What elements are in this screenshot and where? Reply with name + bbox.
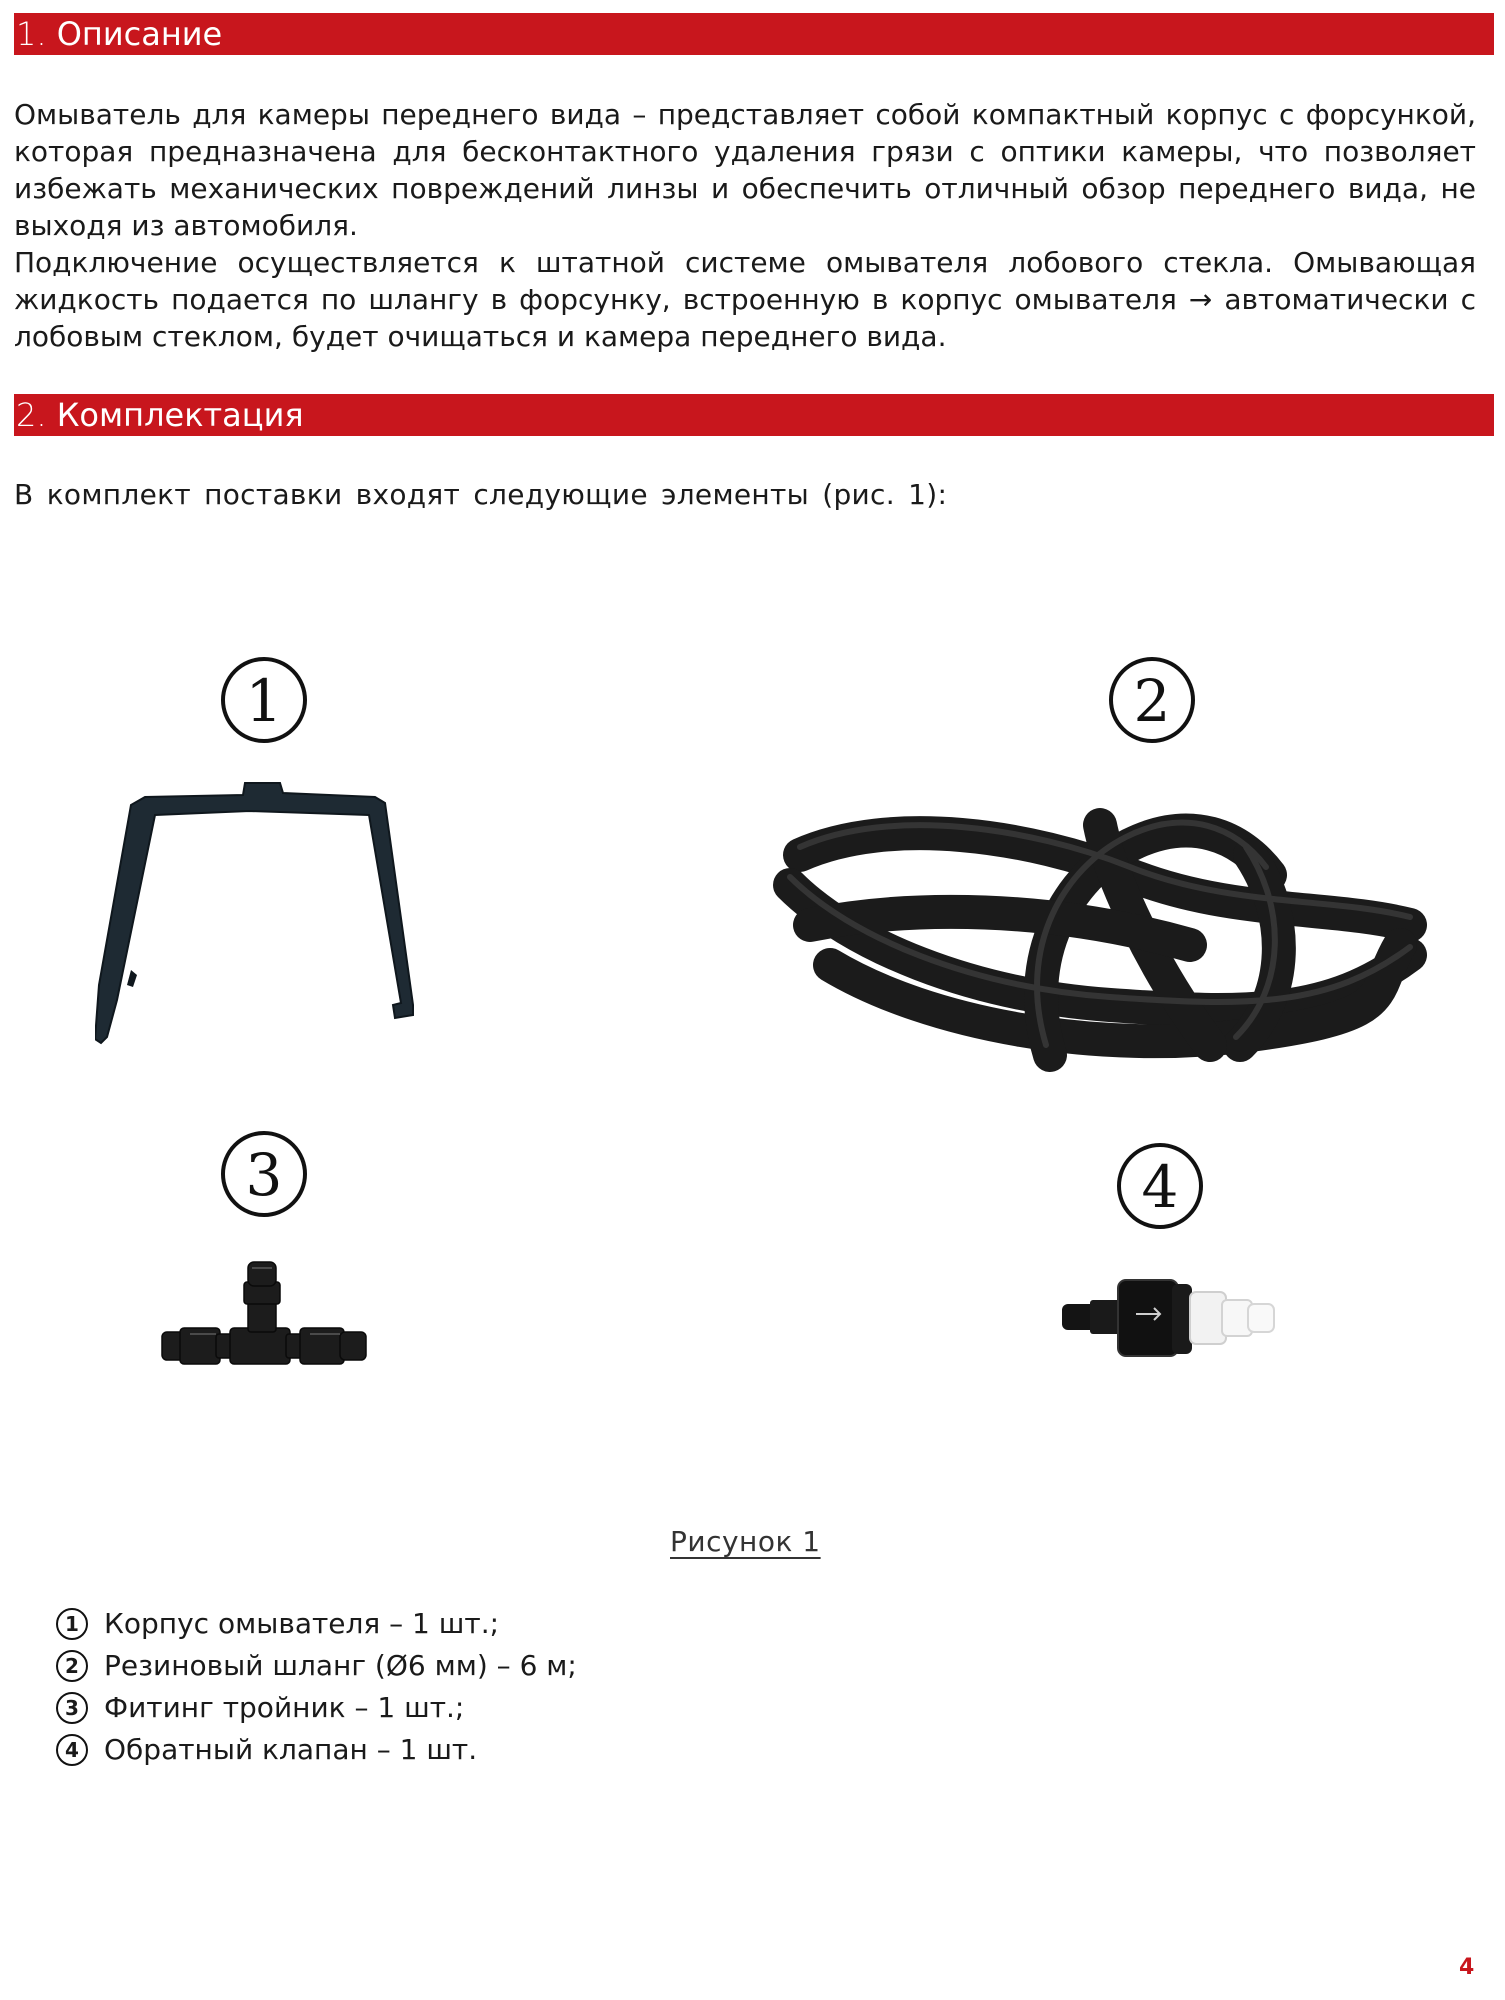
description-text (14, 96, 1476, 355)
section-number: 2. (16, 396, 47, 434)
marker-2 (1106, 654, 1198, 746)
item-text: Резиновый шланг (Ø6 мм) – 6 м; (104, 1649, 577, 1682)
rubber-hose-image (770, 795, 1430, 1085)
kit-items-list (56, 1603, 577, 1771)
item-text: Обратный клапан – 1 шт. (104, 1733, 478, 1766)
section-title: Комплектация (56, 396, 304, 434)
list-item (56, 1645, 577, 1687)
marker-number: 1 (245, 667, 283, 735)
section-header-description (14, 13, 1494, 55)
marker-number: 4 (1141, 1153, 1179, 1221)
description-paragraph-1: Омыватель для камеры переднего вида – представляет собой компактный корпус с форсункой, которая предназначена для бесконтактного удаления грязи с оптики камеры, что позволяет избежать механических повреждений линзы и обеспечить отличный обзор переднего вида, не выходя из автомобиля. (14, 98, 1476, 242)
description-paragraph-2: Подключение осуществляется к штатной системе омывателя лобового стекла. Омывающая жидкость подается по шлангу в форсунку, встроенную в корпус омывателя → автоматически с лобовым стеклом, будет очищаться и камера переднего вида. (14, 246, 1476, 353)
section-header-kit (14, 394, 1494, 436)
check-valve-image (1060, 1270, 1280, 1365)
page-number: 4 (1459, 1955, 1475, 1980)
marker-1 (218, 654, 310, 746)
marker-number: 3 (245, 1141, 283, 1209)
section-number: 1. (16, 15, 47, 53)
item-number-badge: 2 (56, 1650, 88, 1682)
item-text: Корпус омывателя – 1 шт.; (104, 1607, 500, 1640)
list-item (56, 1687, 577, 1729)
item-number-badge: 1 (56, 1608, 88, 1640)
list-item (56, 1729, 577, 1771)
marker-4 (1114, 1140, 1206, 1232)
washer-housing-image (95, 775, 415, 1060)
figure-caption: Рисунок 1 (670, 1525, 821, 1558)
marker-3 (218, 1128, 310, 1220)
item-text: Фитинг тройник – 1 шт.; (104, 1691, 465, 1724)
item-number-badge: 3 (56, 1692, 88, 1724)
tee-fitting-image (160, 1260, 370, 1380)
list-item (56, 1603, 577, 1645)
marker-number: 2 (1133, 667, 1171, 735)
item-number-badge: 4 (56, 1734, 88, 1766)
section-title: Описание (56, 15, 223, 53)
kit-intro: В комплект поставки входят следующие элементы (рис. 1): (14, 478, 948, 511)
